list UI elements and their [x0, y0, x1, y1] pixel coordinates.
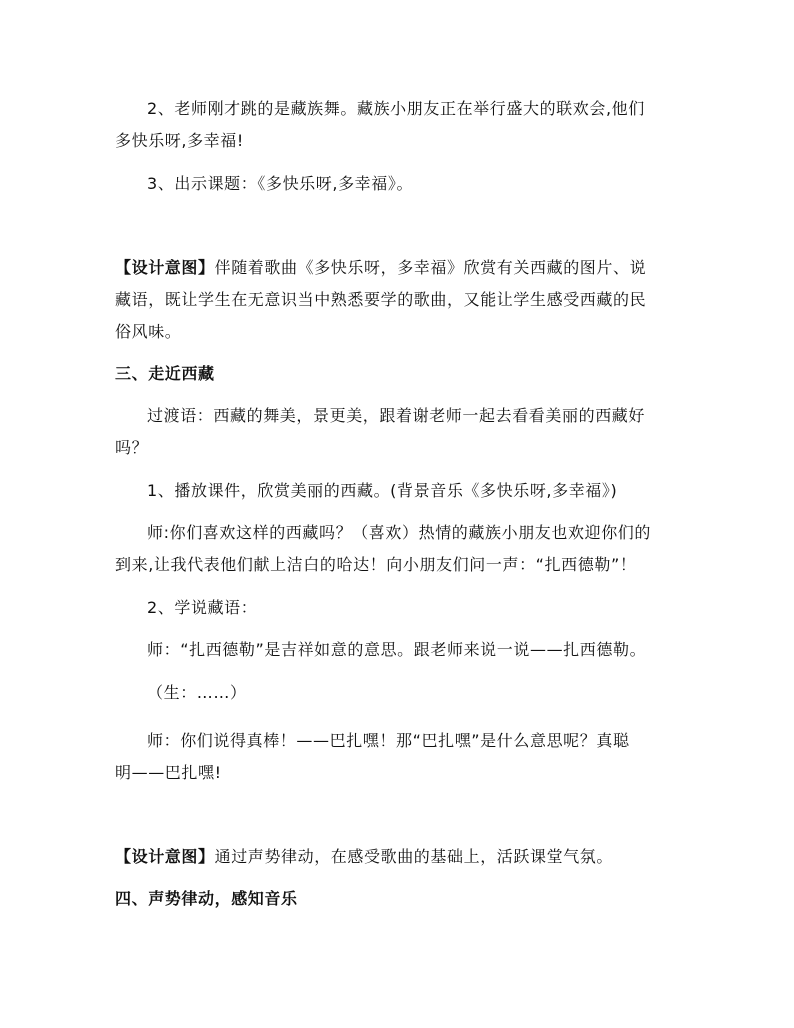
design-intent-line — [115, 258, 646, 278]
paragraph-line: 藏语，既让学生在无意识当中熟悉要学的歌曲，又能让学生感受西藏的民 — [115, 290, 647, 309]
design-intent-line — [115, 847, 613, 867]
paragraph-line: 明——巴扎嘿! — [115, 763, 222, 782]
design-intent-text: 伴随着歌曲《多快乐呀，多幸福》欣赏有关西藏的图片、说 — [214, 258, 647, 277]
paragraph-line: 多快乐呀,多幸福! — [115, 131, 244, 150]
paragraph-line: 师:你们喜欢这样的西藏吗？（喜欢）热情的藏族小朋友也欢迎你们的 — [147, 523, 651, 542]
design-intent-text: 通过声势律动，在感受歌曲的基础上，活跃课堂气氛。 — [214, 847, 614, 866]
paragraph-line: 到来,让我代表他们献上洁白的哈达！向小朋友们问一声：“扎西德勒”！ — [115, 555, 637, 574]
paragraph-line: 师：“扎西德勒”是吉祥如意的意思。跟老师来说一说——扎西德勒。 — [147, 640, 647, 659]
section-heading: 四、声势律动，感知音乐 — [115, 889, 298, 908]
paragraph-line: 师：你们说得真棒！——巴扎嘿！那“巴扎嘿”是什么意思呢？真聪 — [147, 731, 630, 750]
paragraph-line: 3、出示课题：《多快乐呀,多幸福》。 — [147, 174, 414, 193]
paragraph-line: 俗风味。 — [115, 322, 182, 341]
section-heading: 三、走近西藏 — [115, 364, 215, 383]
paragraph-line: （生：……） — [147, 683, 247, 702]
paragraph-line: 2、老师刚才跳的是藏族舞。藏族小朋友正在举行盛大的联欢会,他们 — [147, 99, 645, 118]
paragraph-line: 吗？ — [115, 438, 149, 457]
design-intent-label: 【设计意图】 — [115, 847, 215, 866]
paragraph-line: 1、播放课件，欣赏美丽的西藏。(背景音乐《多快乐呀,多幸福》) — [147, 481, 618, 500]
paragraph-line: 过渡语：西藏的舞美，景更美，跟着谢老师一起去看看美丽的西藏好 — [147, 406, 646, 425]
paragraph-line: 2、学说藏语： — [147, 598, 258, 617]
design-intent-label: 【设计意图】 — [115, 258, 215, 277]
